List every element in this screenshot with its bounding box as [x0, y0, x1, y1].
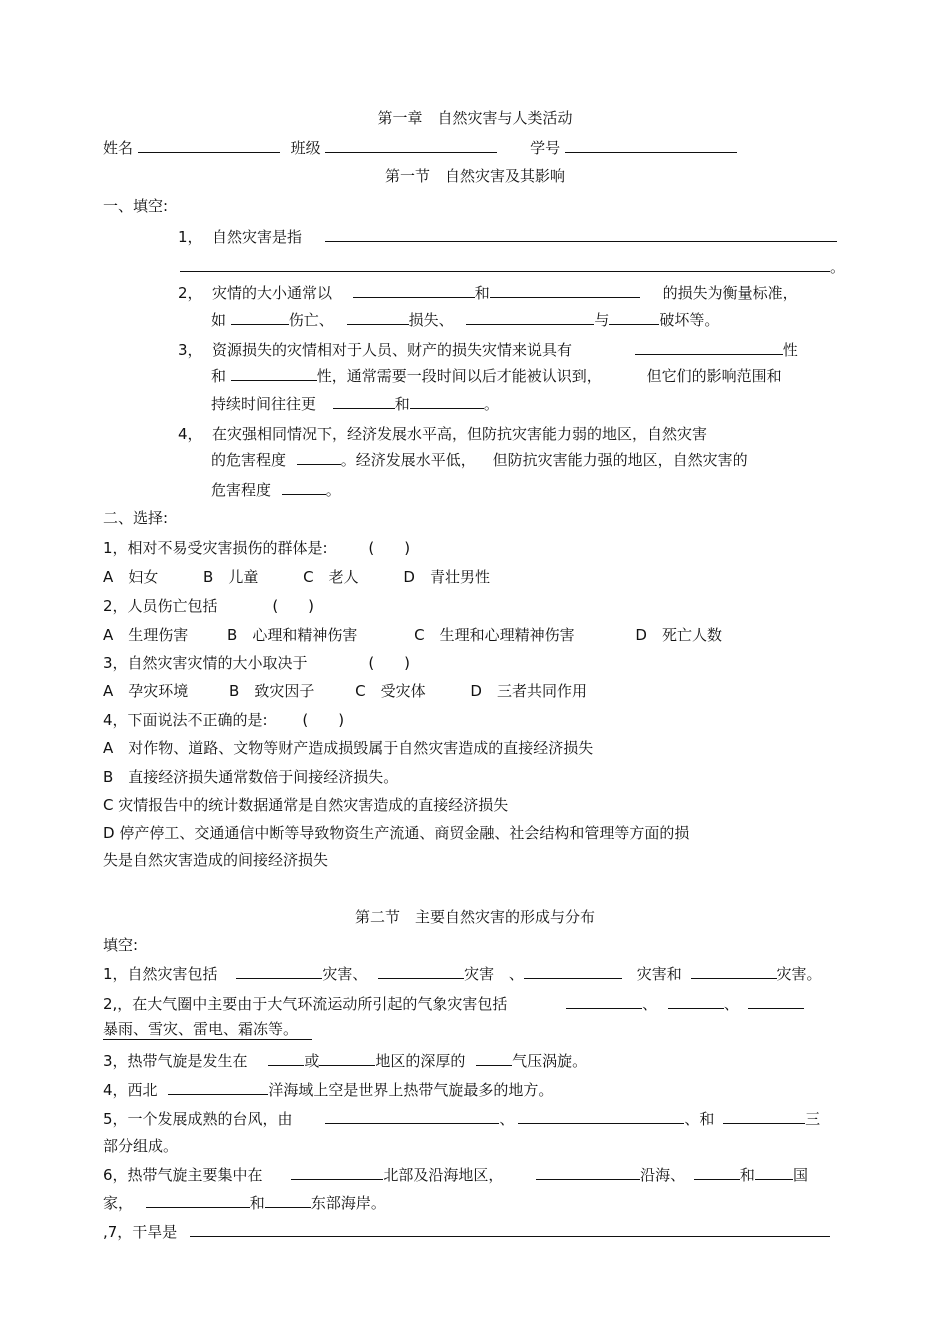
answer-blank[interactable]: [297, 450, 341, 465]
q-text: 北部及沿海地区，: [383, 1166, 504, 1184]
section1-title: 第一节 自然灾害及其影响: [384, 167, 565, 185]
answer-blank[interactable]: [466, 310, 594, 325]
option-c[interactable]: C 生理和心理精神伤害: [414, 626, 575, 644]
class-label: 班级: [290, 139, 321, 157]
q-text: 危害程度: [211, 481, 272, 499]
option-a[interactable]: A 生理伤害: [103, 626, 189, 644]
answer-blank[interactable]: [347, 310, 409, 325]
q-text: 、: [508, 965, 524, 983]
option-a[interactable]: A 妇女: [103, 568, 159, 586]
s1-q1-line2: [180, 257, 845, 277]
q-number: 1，: [178, 228, 203, 246]
q-text: 。: [325, 481, 341, 499]
q-text: 但它们的影响范围和: [646, 367, 782, 385]
name-blank[interactable]: [138, 138, 280, 153]
name-label: 姓名: [103, 139, 134, 157]
s1-q4-line2: [211, 450, 748, 470]
q-text: 和: [211, 367, 227, 385]
s1-q3-line2: [211, 366, 782, 386]
s2-q6-line1: [103, 1165, 808, 1185]
c3-options: [103, 681, 587, 701]
answer-blank[interactable]: [325, 1109, 499, 1124]
q-text: 在灾强相同情况下，经济发展水平高，但防抗灾害能力弱的地区，自然灾害: [212, 425, 708, 443]
option-d-cont: 失是自然灾害造成的间接经济损失: [103, 851, 329, 869]
q-number: 3，: [178, 341, 203, 359]
option-b[interactable]: B 致灾因子: [229, 682, 315, 700]
q-text: 1，自然灾害包括: [103, 965, 218, 983]
q-text: 5，一个发展成熟的台风，由: [103, 1110, 293, 1128]
answer-blank[interactable]: [268, 1051, 304, 1066]
answer-blank[interactable]: [748, 994, 804, 1009]
answer-paren[interactable]: ( ): [368, 654, 411, 672]
answer-blank[interactable]: [325, 227, 837, 242]
answer-blank[interactable]: [410, 394, 484, 409]
q-number: 4，: [178, 425, 203, 443]
q-text: 但防抗灾害能力强的地区，自然灾害的: [492, 451, 748, 469]
q-text: 持续时间往往更: [211, 395, 317, 413]
option-c[interactable]: C 受灾体: [355, 682, 426, 700]
q-text: 灾害。: [776, 965, 822, 983]
q-text: 灾情的大小通常以: [212, 284, 333, 302]
id-blank[interactable]: [565, 138, 737, 153]
s2-q2-line1: [103, 994, 804, 1014]
answer-blank[interactable]: [518, 1109, 684, 1124]
option-d[interactable]: D 三者共同作用: [470, 682, 587, 700]
q-text: 暴雨、雪灾、雷电、霜冻等。: [103, 1019, 312, 1040]
c2-options: [103, 625, 722, 645]
q-text: 3，热带气旋是发生在: [103, 1052, 248, 1070]
answer-blank[interactable]: [723, 1109, 805, 1124]
option-c[interactable]: C 灾情报告中的统计数据通常是自然灾害造成的直接经济损失: [103, 796, 509, 814]
q-text: 伤亡、: [288, 311, 334, 329]
q-text: 损失、: [408, 311, 454, 329]
option-d[interactable]: D 死亡人数: [635, 626, 722, 644]
q-text: 、: [723, 995, 739, 1013]
q-text: 。: [483, 395, 499, 413]
q-text: 与: [594, 311, 610, 329]
answer-paren[interactable]: ( ): [302, 711, 345, 729]
c1-question: [103, 538, 410, 558]
option-b[interactable]: B 直接经济损失通常数倍于间接经济损失。: [103, 768, 399, 786]
answer-blank[interactable]: [524, 964, 622, 979]
q-text: 家，: [103, 1194, 134, 1212]
answer-blank[interactable]: [353, 283, 475, 298]
q-text: 和: [739, 1166, 755, 1184]
s1-q4-line1: [178, 424, 707, 444]
id-label: 学号: [530, 139, 561, 157]
option-a[interactable]: A 对作物、道路、文物等财产造成损毁属于自然灾害造成的直接经济损失: [103, 739, 594, 757]
q-text: 沿海、: [640, 1166, 686, 1184]
option-b[interactable]: B 心理和精神伤害: [227, 626, 358, 644]
answer-blank[interactable]: [609, 310, 659, 325]
q-text: 洋海域上空是世界上热带气旋最多的地方。: [268, 1081, 554, 1099]
answer-blank[interactable]: [668, 994, 724, 1009]
c3-question: [103, 653, 410, 673]
answer-blank[interactable]: [180, 257, 830, 272]
option-c[interactable]: C 老人: [303, 568, 359, 586]
q-text: 4，下面说法不正确的是:: [103, 711, 268, 729]
q-text: 2,，在大气圈中主要由于大气环流运动所引起的气象灾害包括: [103, 995, 508, 1013]
s2-q7: [103, 1222, 830, 1242]
answer-blank[interactable]: [333, 394, 395, 409]
section2-title: 第二节 主要自然灾害的形成与分布: [354, 908, 595, 926]
s2-q3: [103, 1051, 587, 1071]
answer-blank[interactable]: [291, 1165, 383, 1180]
q-text: 灾害、: [322, 965, 368, 983]
q-text: 资源损失的灾情相对于人员、财产的损失灾情来说具有: [212, 341, 573, 359]
answer-blank[interactable]: [490, 283, 640, 298]
q-text: 如: [211, 311, 227, 329]
q-text: 性: [782, 341, 798, 359]
q-text: 气压涡旋。: [512, 1052, 588, 1070]
s2-q4: [103, 1080, 553, 1100]
q-text: 东部海岸。: [310, 1194, 386, 1212]
q-text: 和: [249, 1194, 265, 1212]
q-text: 破坏等。: [659, 311, 720, 329]
s2-q5-line2: 部分组成。: [103, 1137, 179, 1155]
answer-blank[interactable]: [190, 1222, 830, 1237]
s1-q2-line1: [178, 283, 798, 303]
s2-q6-line2: [103, 1193, 386, 1213]
answer-blank[interactable]: [476, 1051, 512, 1066]
q-text: 、: [642, 995, 658, 1013]
c2-question: [103, 596, 314, 616]
q-text: 3，自然灾害灾情的大小取决于: [103, 654, 308, 672]
choice-heading: 二、选择:: [103, 509, 169, 527]
q-text: 2，人员伤亡包括: [103, 597, 218, 615]
s1-q3-line1: [178, 340, 798, 360]
chapter-title: 第一章 自然灾害与人类活动: [377, 109, 573, 127]
c4-question: [103, 710, 344, 730]
q-text: 或: [304, 1052, 320, 1070]
q-text: 自然灾害是指: [212, 228, 303, 246]
student-info-row: [103, 138, 737, 158]
answer-paren[interactable]: ( ): [272, 597, 315, 615]
s2-q2-line2: [103, 1019, 312, 1040]
q-text: 灾害和: [636, 965, 682, 983]
q-text: 、: [499, 1110, 515, 1128]
q-text: 性，通常需要一段时间以后才能被认识到，: [316, 367, 602, 385]
s2-q1: [103, 964, 822, 984]
s1-q4-line3: [211, 480, 341, 500]
s1-q1-line1: [178, 227, 837, 247]
answer-blank[interactable]: [755, 1165, 793, 1180]
answer-blank[interactable]: [265, 1193, 311, 1208]
option-b[interactable]: B 儿童: [203, 568, 259, 586]
answer-blank[interactable]: [378, 964, 464, 979]
answer-blank[interactable]: [168, 1080, 268, 1095]
answer-paren[interactable]: ( ): [368, 539, 411, 557]
q-text: 三: [805, 1110, 821, 1128]
q-text: 6，热带气旋主要集中在: [103, 1166, 263, 1184]
answer-blank[interactable]: [282, 480, 326, 495]
answer-blank[interactable]: [319, 1051, 375, 1066]
q-text: 1，相对不易受灾害损伤的群体是:: [103, 539, 328, 557]
s1-q2-line2: [211, 310, 719, 330]
q-text: 和: [394, 395, 410, 413]
answer-blank[interactable]: [231, 310, 289, 325]
answer-blank[interactable]: [536, 1165, 640, 1180]
option-a[interactable]: A 孕灾环境: [103, 682, 189, 700]
answer-blank[interactable]: [566, 994, 642, 1009]
c1-options: [103, 567, 490, 587]
q-text: 的损失为衡量标准，: [662, 284, 798, 302]
option-d[interactable]: D 停产停工、交通通信中断等导致物资生产流通、商贸金融、社会结构和管理等方面的损: [103, 824, 690, 842]
option-d[interactable]: D 青壮男性: [403, 568, 490, 586]
q-text: 。: [830, 258, 846, 276]
answer-blank[interactable]: [146, 1193, 250, 1208]
answer-blank[interactable]: [231, 366, 317, 381]
class-blank[interactable]: [325, 138, 497, 153]
q-text: 灾害: [464, 965, 495, 983]
q-number: 2，: [178, 284, 203, 302]
answer-blank[interactable]: [694, 1165, 740, 1180]
q-text: 、和: [684, 1110, 715, 1128]
fill-heading: 一、填空:: [103, 197, 169, 215]
s2-q5-line1: [103, 1109, 820, 1129]
answer-blank[interactable]: [691, 964, 777, 979]
q-text: 。经济发展水平低，: [340, 451, 476, 469]
q-text: 和: [474, 284, 490, 302]
s1-q3-line3: [211, 394, 499, 414]
q-text: ,7，干旱是: [103, 1223, 178, 1241]
q-text: 的危害程度: [211, 451, 287, 469]
fill-heading-2: 填空:: [103, 936, 139, 954]
q-text: 4，西北: [103, 1081, 158, 1099]
q-text: 国: [792, 1166, 808, 1184]
q-text: 地区的深厚的: [375, 1052, 466, 1070]
answer-blank[interactable]: [236, 964, 322, 979]
answer-blank[interactable]: [635, 340, 783, 355]
